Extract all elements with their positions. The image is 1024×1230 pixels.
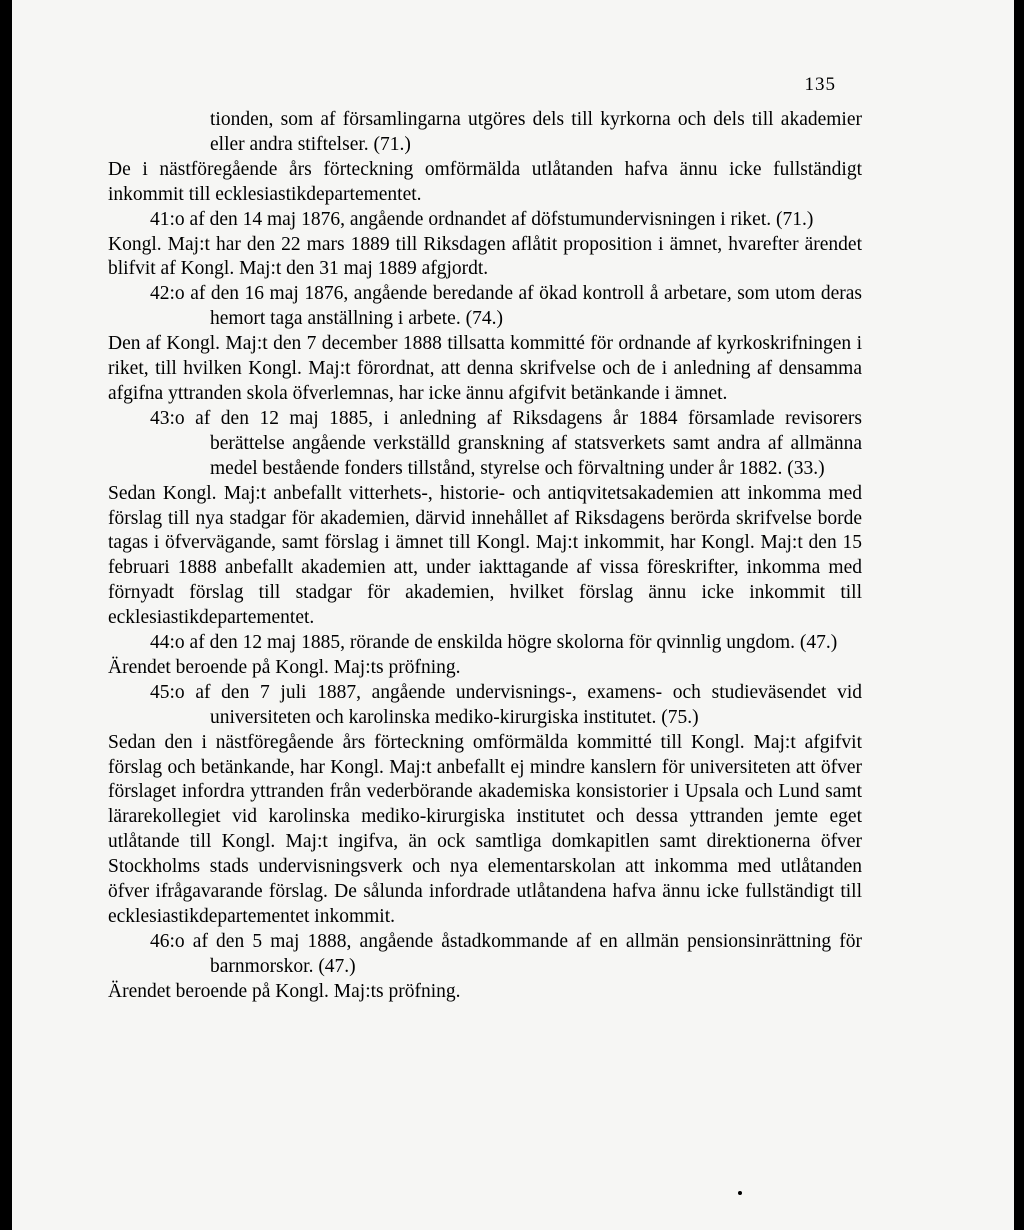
entry-continuation: tionden, som af församlingarna utgöres dels till kyrkorna och dels till akademier eller andra stiftelser. (71.) xyxy=(210,109,862,155)
entry-heading-43: 43:o af den 12 maj 1885, i anledning af Riksdagens år 1884 församlade revisorers berättelse angående verkställd granskning af statsverkets samt andra af allmänna medel bestående fonders tillstånd, styrelse och förvaltning under år 1882. (33.) xyxy=(150,407,862,479)
paragraph: De i nästföregående års förteckning omförmälda utlåtanden hafva ännu icke fullständigt inkommit till ecklesiastikdepartementet. xyxy=(108,158,862,205)
page-text xyxy=(108,108,862,1005)
paragraph: Ärendet beroende på Kongl. Maj:ts pröfning. xyxy=(108,980,461,1002)
entry-heading-42: 42:o af den 16 maj 1876, angående beredande af ökad kontroll å arbetare, som utom deras hemort taga anställning i arbete. (74.) xyxy=(150,283,862,330)
paragraph: Sedan den i nästföregående års förteckning omförmälda kommitté till Kongl. Maj:t afgifvit förslag och betänkande, har Kongl. Maj:t anbefallt ej mindre kanslern för universiteten att öfver förslaget infordra yttranden från vederbörande akademiska konsistorier i Upsala och Lund samt lärarekollegiet vid karolinska mediko-kirurgiska institutet och dessa yttranden jemte eget utlåtande till Kongl. Maj:t ingifva, än ock samtliga domkapitlen samt direktionerna öfver Stockholms stads undervisningsverk och nya elementarskolan att inkomma med utlåtanden öfver ifrågavarande förslag. De sålunda infordrade utlåtandena hafva ännu icke fullständigt till ecklesiastikdepartementet inkommit. xyxy=(108,731,862,927)
paragraph: Sedan Kongl. Maj:t anbefallt vitterhets-, historie- och antiqvitetsakademien att inkomma med förslag till nya stadgar för akademien, därvid innehållet af Riksdagens berörda skrifvelse borde tagas i öfvervägande, samt förslag i ämnet till Kongl. Maj:t inkommit, har Kongl. Maj:t den 15 februari 1888 anbefallt akademien att, under iakttagande af vissa föreskrifter, inkomma med förnyadt förslag till stadgar för akademien, hvilket förslag ännu icke inkommit till ecklesiastikdepartementet. xyxy=(108,482,862,629)
paragraph: Kongl. Maj:t har den 22 mars 1889 till Riksdagen aflåtit proposition i ämnet, hvarefter ärendet blifvit af Kongl. Maj:t den 31 maj 1889 afgjordt. xyxy=(108,233,862,280)
page-number: 135 xyxy=(804,74,836,95)
entry-heading-44: 44:o af den 12 maj 1885, rörande de enskilda högre skolorna för qvinnlig ungdom. (47.) xyxy=(150,632,838,654)
paragraph: Ärendet beroende på Kongl. Maj:ts pröfning. xyxy=(108,656,461,678)
ink-speck xyxy=(738,1191,742,1195)
entry-heading-41: 41:o af den 14 maj 1876, angående ordnandet af döfstumundervisningen i riket. (71.) xyxy=(150,208,814,230)
entry-heading-45: 45:o af den 7 juli 1887, angående undervisnings-, examens- och studieväsendet vid universiteten och karolinska mediko-kirurgiska institutet. (75.) xyxy=(150,681,862,728)
paragraph: Den af Kongl. Maj:t den 7 december 1888 tillsatta kommitté för ordnande af kyrkoskrifningen i riket, till hvilken Kongl. Maj:t förordnat, att denna skrifvelse och de i anledning af densamma afgifna yttranden skola öfverlemnas, har icke ännu afgifvit betänkande i ämnet. xyxy=(108,333,862,404)
entry-heading-46: 46:o af den 5 maj 1888, angående åstadkommande af en allmän pensionsinrättning för barnmorskor. (47.) xyxy=(150,930,862,977)
document-page xyxy=(12,0,1014,1230)
